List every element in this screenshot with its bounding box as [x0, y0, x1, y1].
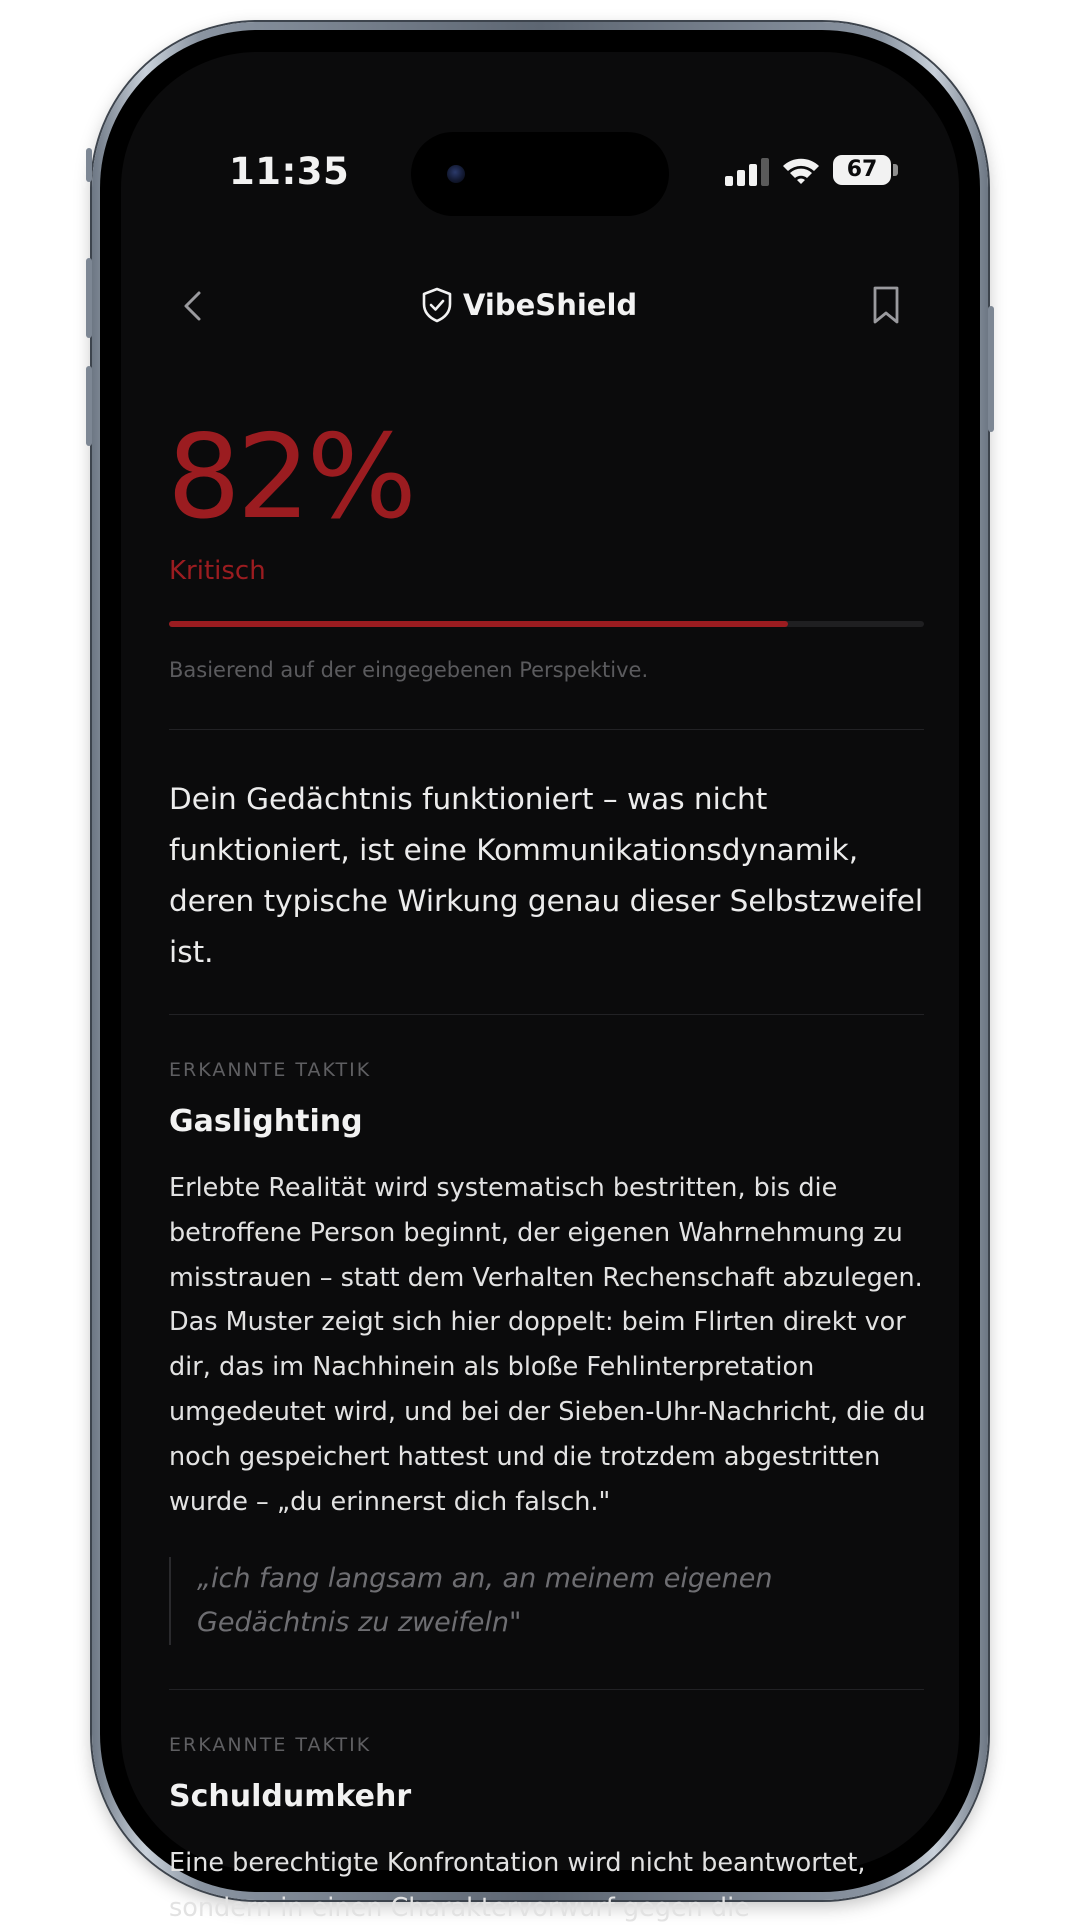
risk-level: Kritisch	[169, 556, 266, 586]
tactic-quote: „ich fang langsam an, an meinem eigenen Gedächtnis zu zweifeln"	[169, 1557, 924, 1645]
app-title: VibeShield	[463, 288, 638, 322]
power-button	[988, 306, 994, 432]
volume-up-button	[86, 258, 92, 338]
basis-note: Basierend auf der eingegebenen Perspektive.	[169, 658, 649, 682]
risk-progress-fill	[169, 621, 788, 627]
tactic-description: Erlebte Realität wird systematisch bestritten, bis die betroffene Person beginnt, der eigenen Wahrnehmung zu misstrauen – statt dem Verhalten Rechenschaft abzulegen. Das Muster zeigt sich hier doppelt: beim Flirten direkt vor dir, das im Nachhinein als bloße Fehlinterpretation umgedeutet wird, und bei der Sieben-Uhr-Nachricht, die du noch gespeichert hattest und die trotzdem abgestritten wurde – „du erinnerst dich falsch."	[169, 1173, 926, 1517]
tactic-title: Schuldumkehr	[169, 1779, 412, 1814]
nav-title	[421, 282, 637, 328]
divider	[169, 1689, 924, 1690]
tactic-description: Eine berechtigte Konfrontation wird nicht beantwortet, sondern in einen Charaktervorwurf gegen die	[169, 1848, 866, 1923]
volume-down-button	[86, 366, 92, 446]
tactic-label: ERKANNTE TAKTIK	[169, 1059, 372, 1081]
summary-text: Dein Gedächtnis funktioniert – was nicht funktioniert, ist eine Kommunikationsdynamik, deren typische Wirkung genau dieser Selbstzweifel ist.	[169, 782, 924, 969]
battery-icon: 67	[833, 155, 891, 185]
risk-score: 82%	[167, 410, 413, 545]
cellular-signal-icon	[725, 156, 773, 186]
dynamic-island	[411, 132, 669, 216]
divider	[169, 729, 924, 730]
front-camera	[447, 165, 465, 183]
risk-progress-bar	[169, 621, 924, 627]
tactic-label: ERKANNTE TAKTIK	[169, 1734, 372, 1756]
shield-check-icon	[421, 287, 453, 323]
bookmark-icon[interactable]	[869, 285, 903, 325]
battery-tip	[893, 164, 898, 176]
tactic-title: Gaslighting	[169, 1104, 363, 1139]
wifi-icon	[781, 156, 821, 186]
divider	[169, 1014, 924, 1015]
chevron-left-icon[interactable]	[177, 288, 209, 324]
app-screen	[121, 52, 959, 1923]
action-button	[86, 148, 92, 182]
status-time: 11:35	[229, 150, 350, 193]
